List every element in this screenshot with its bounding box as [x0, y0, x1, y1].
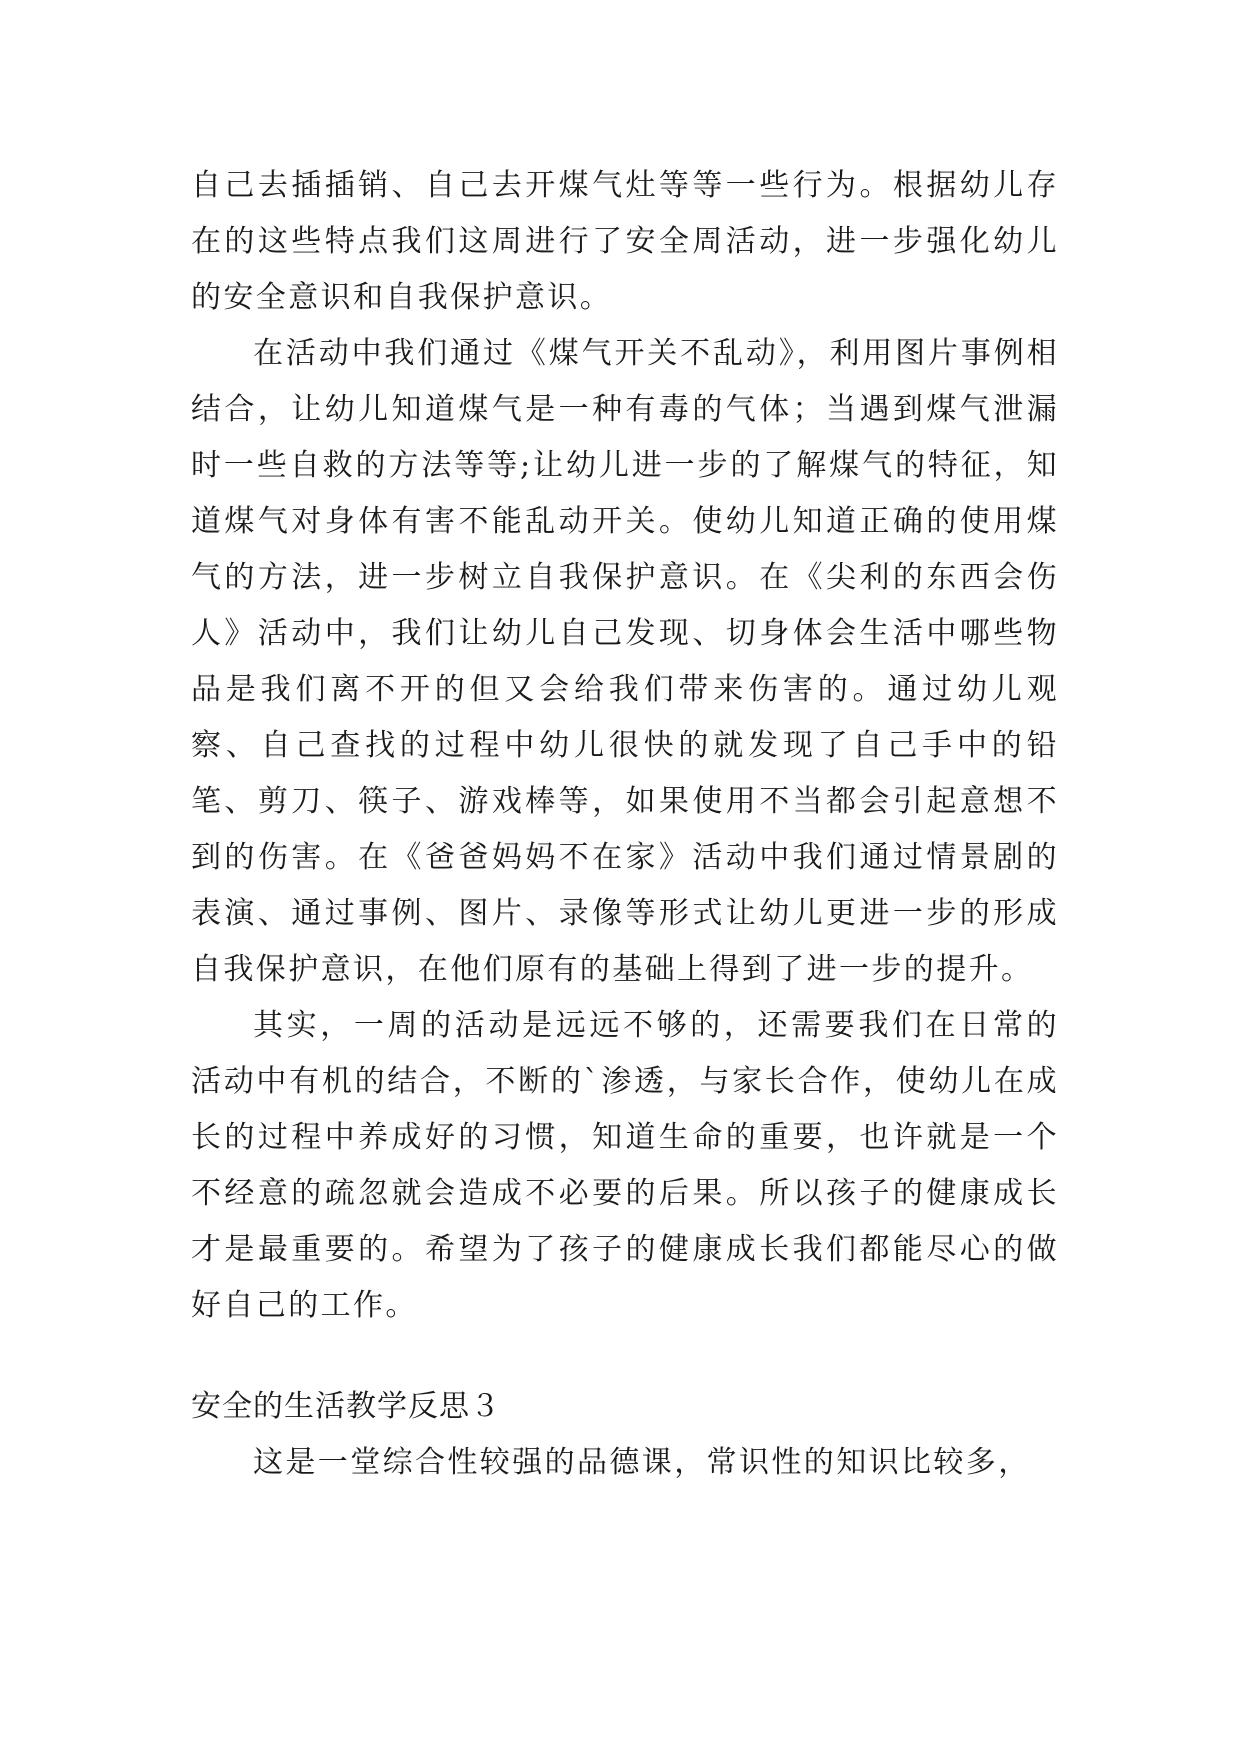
paragraph-3: 其实，一周的活动是远远不够的，还需要我们在日常的活动中有机的结合，不断的`渗透，与家长合作，使幼儿在成长的过程中养成好的习惯，知道生命的重要，也许就是一个不经意的疏忽就会造成不必要的后果。所以孩子的健康成长才是最重要的。希望为了孩子的健康成长我们都能尽心的做好自己的工作。: [191, 1008, 1059, 1323]
section-heading: 安全的生活教学反思３: [191, 1389, 501, 1424]
document-body: [191, 158, 1059, 1491]
paragraph-2: 在活动中我们通过《煤气开关不乱动》，利用图片事例相结合，让幼儿知道煤气是一种有毒的气体；当遇到煤气泄漏时一些自救的方法等等;让幼儿进一步的了解煤气的特征，知道煤气对身体有害不能乱动开关。使幼儿知道正确的使用煤气的方法，进一步树立自我保护意识。在《尖利的东西会伤人》活动中，我们让幼儿自己发现、切身体会生活中哪些物品是我们离不开的但又会给我们带来伤害的。通过幼儿观察、自己查找的过程中幼儿很快的就发现了自己手中的铅笔、剪刀、筷子、游戏棒等，如果使用不当都会引起意想不到的伤害。在《爸爸妈妈不在家》活动中我们通过情景剧的表演、通过事例、图片、录像等形式让幼儿更进一步的形成自我保护意识，在他们原有的基础上得到了进一步的提升。: [191, 336, 1059, 987]
paragraph-1: 自己去插插销、自己去开煤气灶等等一些行为。根据幼儿存在的这些特点我们这周进行了安全周活动，进一步强化幼儿的安全意识和自我保护意识。: [191, 168, 1059, 315]
section-paragraph-1: 这是一堂综合性较强的品德课，常识性的知识比较多，: [253, 1445, 1031, 1480]
